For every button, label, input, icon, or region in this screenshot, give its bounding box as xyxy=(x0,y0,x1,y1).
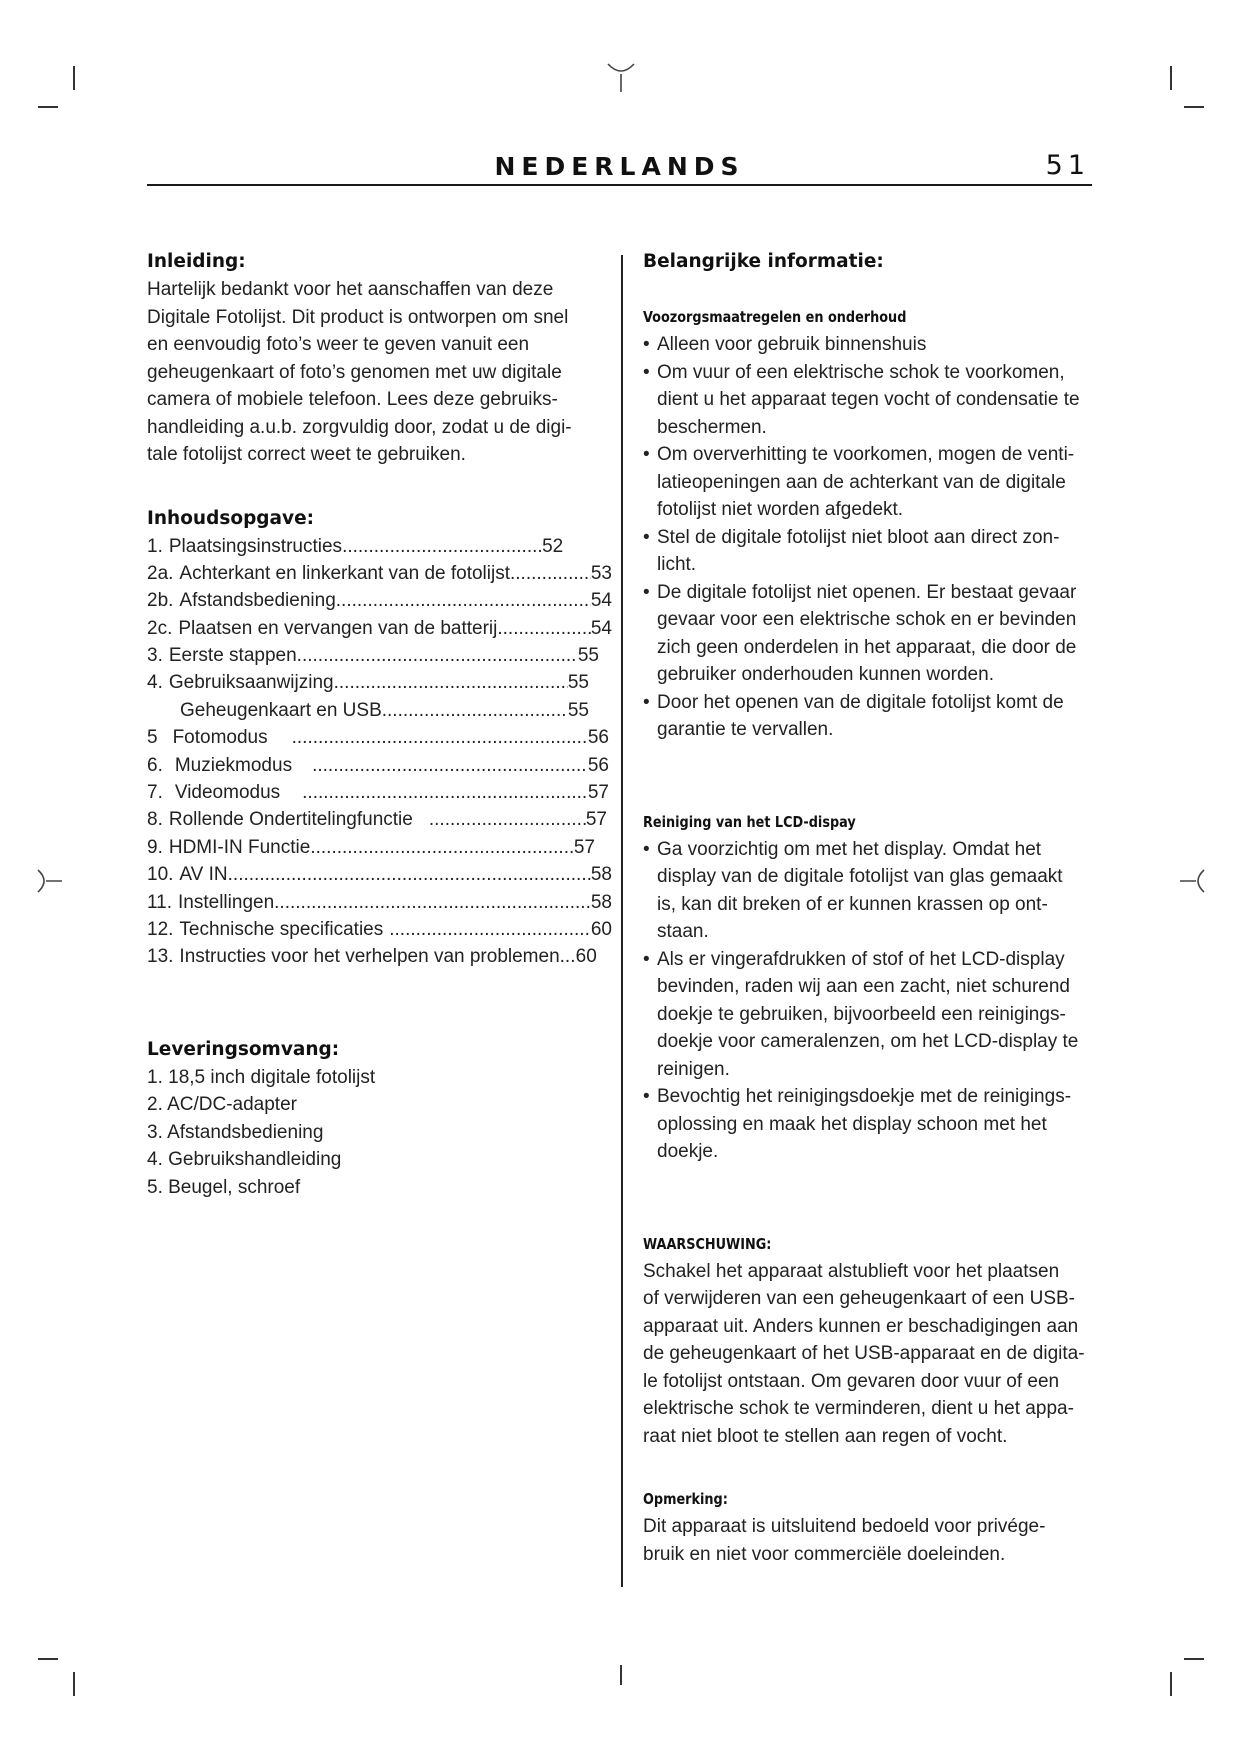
note-subheading: Opmerking: xyxy=(643,1490,728,1508)
toc-page: 55 xyxy=(577,645,599,667)
page-number: 51 xyxy=(1045,150,1090,181)
bullet-line: • Stel de digitale fotolijst niet bloot aan direct zon- xyxy=(657,526,1060,548)
bullet-line: staan. xyxy=(657,921,709,942)
precaution-bullet xyxy=(643,579,1098,689)
toc-num: 1. xyxy=(147,535,163,557)
bullet-line: • Bevochtig het reinigingsdoekje met de reinigings- xyxy=(657,1086,1072,1107)
bullet-line: • De digitale fotolijst niet openen. Er bestaat gevaar xyxy=(657,581,1077,603)
toc-title: Muziekmodus xyxy=(174,754,293,776)
delivery-item: 2. AC/DC-adapter xyxy=(147,1094,297,1116)
toc-item xyxy=(147,889,612,916)
toc-item xyxy=(147,669,589,696)
cleaning-bullet xyxy=(643,1083,1098,1166)
toc-page: 54 xyxy=(590,617,612,639)
registration-mark-bottom xyxy=(620,1665,622,1685)
toc-list xyxy=(147,533,612,971)
precaution-bullet xyxy=(643,441,1098,524)
toc-num: 3. xyxy=(147,645,163,667)
toc-page: 57 xyxy=(573,836,595,858)
precautions-section xyxy=(643,304,1098,744)
bullet-line: reinigen. xyxy=(657,1058,730,1080)
toc-page: 52 xyxy=(542,535,564,557)
toc-page: 54 xyxy=(590,590,612,612)
bullet-line: • Om vuur of een elektrische schok te voorkomen, xyxy=(657,361,1065,383)
cleaning-subheading: Reiniging van het LCD-dispay xyxy=(643,812,856,831)
toc-title: Plaatsen en vervangen van de batterij xyxy=(178,617,498,639)
bullet-line: latieopeningen aan de achterkant van de digitale xyxy=(657,471,1066,493)
crop-mark-bottom-right xyxy=(1170,1672,1172,1696)
crop-mark-top-left xyxy=(73,66,75,90)
toc-title: Achterkant en linkerkant van de fotolijst xyxy=(179,562,510,584)
note-line: Dit apparaat is uitsluitend bedoeld voor privége- xyxy=(643,1516,1046,1537)
intro-line: Digitale Fotolijst. Dit product is ontworpen om snel xyxy=(147,306,569,328)
crop-mark-top-right-h xyxy=(1184,106,1204,108)
precaution-bullet xyxy=(643,331,1098,359)
registration-mark-top-icon xyxy=(604,60,638,94)
toc-item xyxy=(147,587,612,614)
toc-num: 2c. xyxy=(147,617,173,639)
toc-item xyxy=(147,533,612,560)
important-info-heading: Belangrijke informatie: xyxy=(643,251,884,272)
intro-line: geheugenkaart of foto’s genomen met uw digitale xyxy=(147,361,562,383)
toc-item xyxy=(147,752,609,779)
warning-line: le fotolijst ontstaan. Om gevaren door vuur of een xyxy=(643,1370,1060,1392)
toc-page: 57 xyxy=(587,782,609,804)
delivery-item: 1. 18,5 inch digitale fotolijst xyxy=(147,1066,376,1088)
note-text xyxy=(643,1513,1098,1568)
toc-item xyxy=(147,615,612,642)
toc-page: 55 xyxy=(567,672,589,694)
registration-mark-left-icon xyxy=(34,866,64,896)
toc-num: 4. xyxy=(147,672,163,694)
intro-text xyxy=(147,276,612,469)
cleaning-section xyxy=(643,809,1098,1166)
delivery-heading: Leveringsomvang: xyxy=(147,1038,340,1060)
crop-mark-bottom-right-h xyxy=(1184,1658,1204,1660)
toc-title: Afstandsbediening xyxy=(179,590,336,612)
toc-title: Rollende Ondertitelingfunctie xyxy=(168,809,413,831)
delivery-item: 3. Afstandsbediening xyxy=(147,1121,324,1143)
intro-line: camera of mobiele telefoon. Lees deze gebruiks- xyxy=(147,389,558,410)
bullet-line: • Om oververhitting te voorkomen, mogen de venti- xyxy=(657,444,1075,465)
warning-text xyxy=(643,1258,1098,1451)
intro-line: Hartelijk bedankt voor het aanschaffen van deze xyxy=(147,279,554,300)
toc-num: 11. xyxy=(147,891,173,913)
right-column xyxy=(643,248,1098,1568)
warning-line: apparaat uit. Anders kunnen er beschadigingen aan xyxy=(643,1315,1079,1337)
registration-mark-right-icon xyxy=(1178,866,1208,896)
page-header xyxy=(147,144,1092,186)
bullet-line: beschermen. xyxy=(657,416,767,438)
bullet-line: display van de digitale fotolijst van glas gemaakt xyxy=(657,866,1063,887)
toc-title: Fotomodus xyxy=(172,727,268,749)
bullet-line: dient u het apparaat tegen vocht of condensatie te xyxy=(657,389,1080,410)
precaution-bullet xyxy=(643,689,1098,744)
bullet-line: gevaar voor een elektrische schok en er bevinden xyxy=(657,609,1077,630)
toc-title: Instellingen xyxy=(178,891,275,913)
toc-page: 53 xyxy=(590,562,612,584)
toc-title: Eerste stappen xyxy=(168,645,297,667)
toc-item xyxy=(147,916,612,943)
bullet-line: garantie te vervallen. xyxy=(657,719,834,740)
intro-line: en eenvoudig foto’s weer te geven vanuit een xyxy=(147,334,530,355)
toc-title: Videomodus xyxy=(174,782,281,804)
warning-line: raat niet bloot te stellen aan regen of vocht. xyxy=(643,1425,1008,1447)
cleaning-bullet xyxy=(643,946,1098,1084)
language-title: NEDERLANDS xyxy=(494,152,745,181)
toc-num: 7. xyxy=(147,782,163,804)
toc-num: 5 xyxy=(147,727,158,749)
toc-item xyxy=(147,724,609,751)
toc-title: Gebruiksaanwijzing xyxy=(168,672,334,694)
left-column xyxy=(147,248,612,1201)
toc-page: 58 xyxy=(590,891,612,913)
bullet-line: oplossing en maak het display schoon met het xyxy=(657,1113,1047,1135)
toc-item xyxy=(147,697,589,724)
toc-title: HDMI-IN Functie xyxy=(168,836,311,858)
delivery-section xyxy=(147,1036,612,1202)
toc-heading: Inhoudsopgave: xyxy=(147,507,315,529)
toc-num: 12. xyxy=(147,918,174,940)
delivery-item: 4. Gebruikshandleiding xyxy=(147,1149,342,1171)
warning-line: Schakel het apparaat alstublieft voor het plaatsen xyxy=(643,1260,1060,1282)
toc-num: 10. xyxy=(147,864,174,886)
toc-num: 2a. xyxy=(147,562,174,584)
toc-page: 60 xyxy=(590,918,612,940)
bullet-line: gebruiker onderhouden kunnen worden. xyxy=(657,664,994,685)
precaution-bullet xyxy=(643,359,1098,442)
bullet-line: fotolijst niet worden afgedekt. xyxy=(657,499,904,520)
toc-item xyxy=(147,806,607,833)
bullet-line: doekje. xyxy=(657,1141,719,1162)
bullet-line: doekje voor cameralenzen, om het LCD-display te xyxy=(657,1031,1079,1052)
warning-line: de geheugenkaart of het USB-apparaat en de digita- xyxy=(643,1343,1085,1364)
intro-line: handleiding a.u.b. zorgvuldig door, zodat u de digi- xyxy=(147,416,572,438)
toc-item xyxy=(147,834,595,861)
warning-subheading: WAARSCHUWING: xyxy=(643,1234,772,1253)
column-divider xyxy=(621,255,623,1587)
note-line: bruik en niet voor commerciële doeleinden. xyxy=(643,1543,1006,1565)
bullet-line: • Ga voorzichtig om met het display. Omdat het xyxy=(657,838,1042,860)
precautions-subheading: Voozorgsmaatregelen en onderhoud xyxy=(643,308,907,326)
bullet-line: zich geen onderdelen in het apparaat, die door de xyxy=(657,636,1077,658)
toc-item xyxy=(147,779,609,806)
toc-num: 13. xyxy=(147,946,174,968)
toc-page: 55 xyxy=(567,699,589,721)
toc-num: 2b. xyxy=(147,590,174,612)
toc-title: AV IN xyxy=(179,864,228,886)
toc-num: 8. xyxy=(147,809,163,831)
precaution-bullet xyxy=(643,524,1098,579)
intro-line: tale fotolijst correct weet te gebruiken. xyxy=(147,444,466,465)
toc-item xyxy=(147,861,612,888)
toc-section xyxy=(147,505,612,971)
toc-page: 56 xyxy=(587,727,609,749)
warning-line: of verwijderen van een geheugenkaart of een USB- xyxy=(643,1288,1075,1309)
toc-title: Technische specificaties xyxy=(179,918,384,940)
delivery-item: 5. Beugel, schroef xyxy=(147,1176,301,1198)
toc-title: Instructies voor het verhelpen van problemen xyxy=(179,946,560,968)
bullet-line: • Als er vingerafdrukken of stof of het LCD-display xyxy=(657,948,1065,970)
bullet-line: is, kan dit breken of er kunnen krassen op ont- xyxy=(657,893,1048,915)
toc-title: Geheugenkaart en USB xyxy=(180,699,382,721)
toc-num: 6. xyxy=(147,754,163,776)
bullet-line: doekje te gebruiken, bijvoorbeeld een reinigings- xyxy=(657,1003,1066,1025)
toc-page: 60 xyxy=(575,946,597,968)
bullet-line: licht. xyxy=(657,554,697,575)
toc-title: Plaatsingsinstructies xyxy=(168,535,343,557)
toc-page: 58 xyxy=(590,864,612,886)
cleaning-bullet xyxy=(643,836,1098,946)
toc-page: 57 xyxy=(585,809,607,831)
intro-section xyxy=(147,248,612,469)
warning-section xyxy=(643,1231,1098,1451)
intro-heading: Inleiding: xyxy=(147,251,246,272)
note-section xyxy=(643,1486,1098,1568)
bullet-line: bevinden, raden wij aan een zacht, niet schurend xyxy=(657,976,1070,997)
toc-page: 56 xyxy=(587,754,609,776)
crop-mark-bottom-left-h xyxy=(38,1658,58,1660)
crop-mark-top-right xyxy=(1170,66,1172,90)
toc-item xyxy=(147,642,599,669)
toc-item xyxy=(147,943,612,970)
toc-item xyxy=(147,560,612,587)
toc-num: 9. xyxy=(147,836,163,858)
crop-mark-bottom-left xyxy=(73,1672,75,1696)
crop-mark-top-left-h xyxy=(38,106,58,108)
warning-line: elektrische schok te verminderen, dient u het appa- xyxy=(643,1398,1074,1419)
bullet-line: • Alleen voor gebruik binnenshuis xyxy=(657,334,927,355)
bullet-line: • Door het openen van de digitale fotolijst komt de xyxy=(657,691,1064,713)
